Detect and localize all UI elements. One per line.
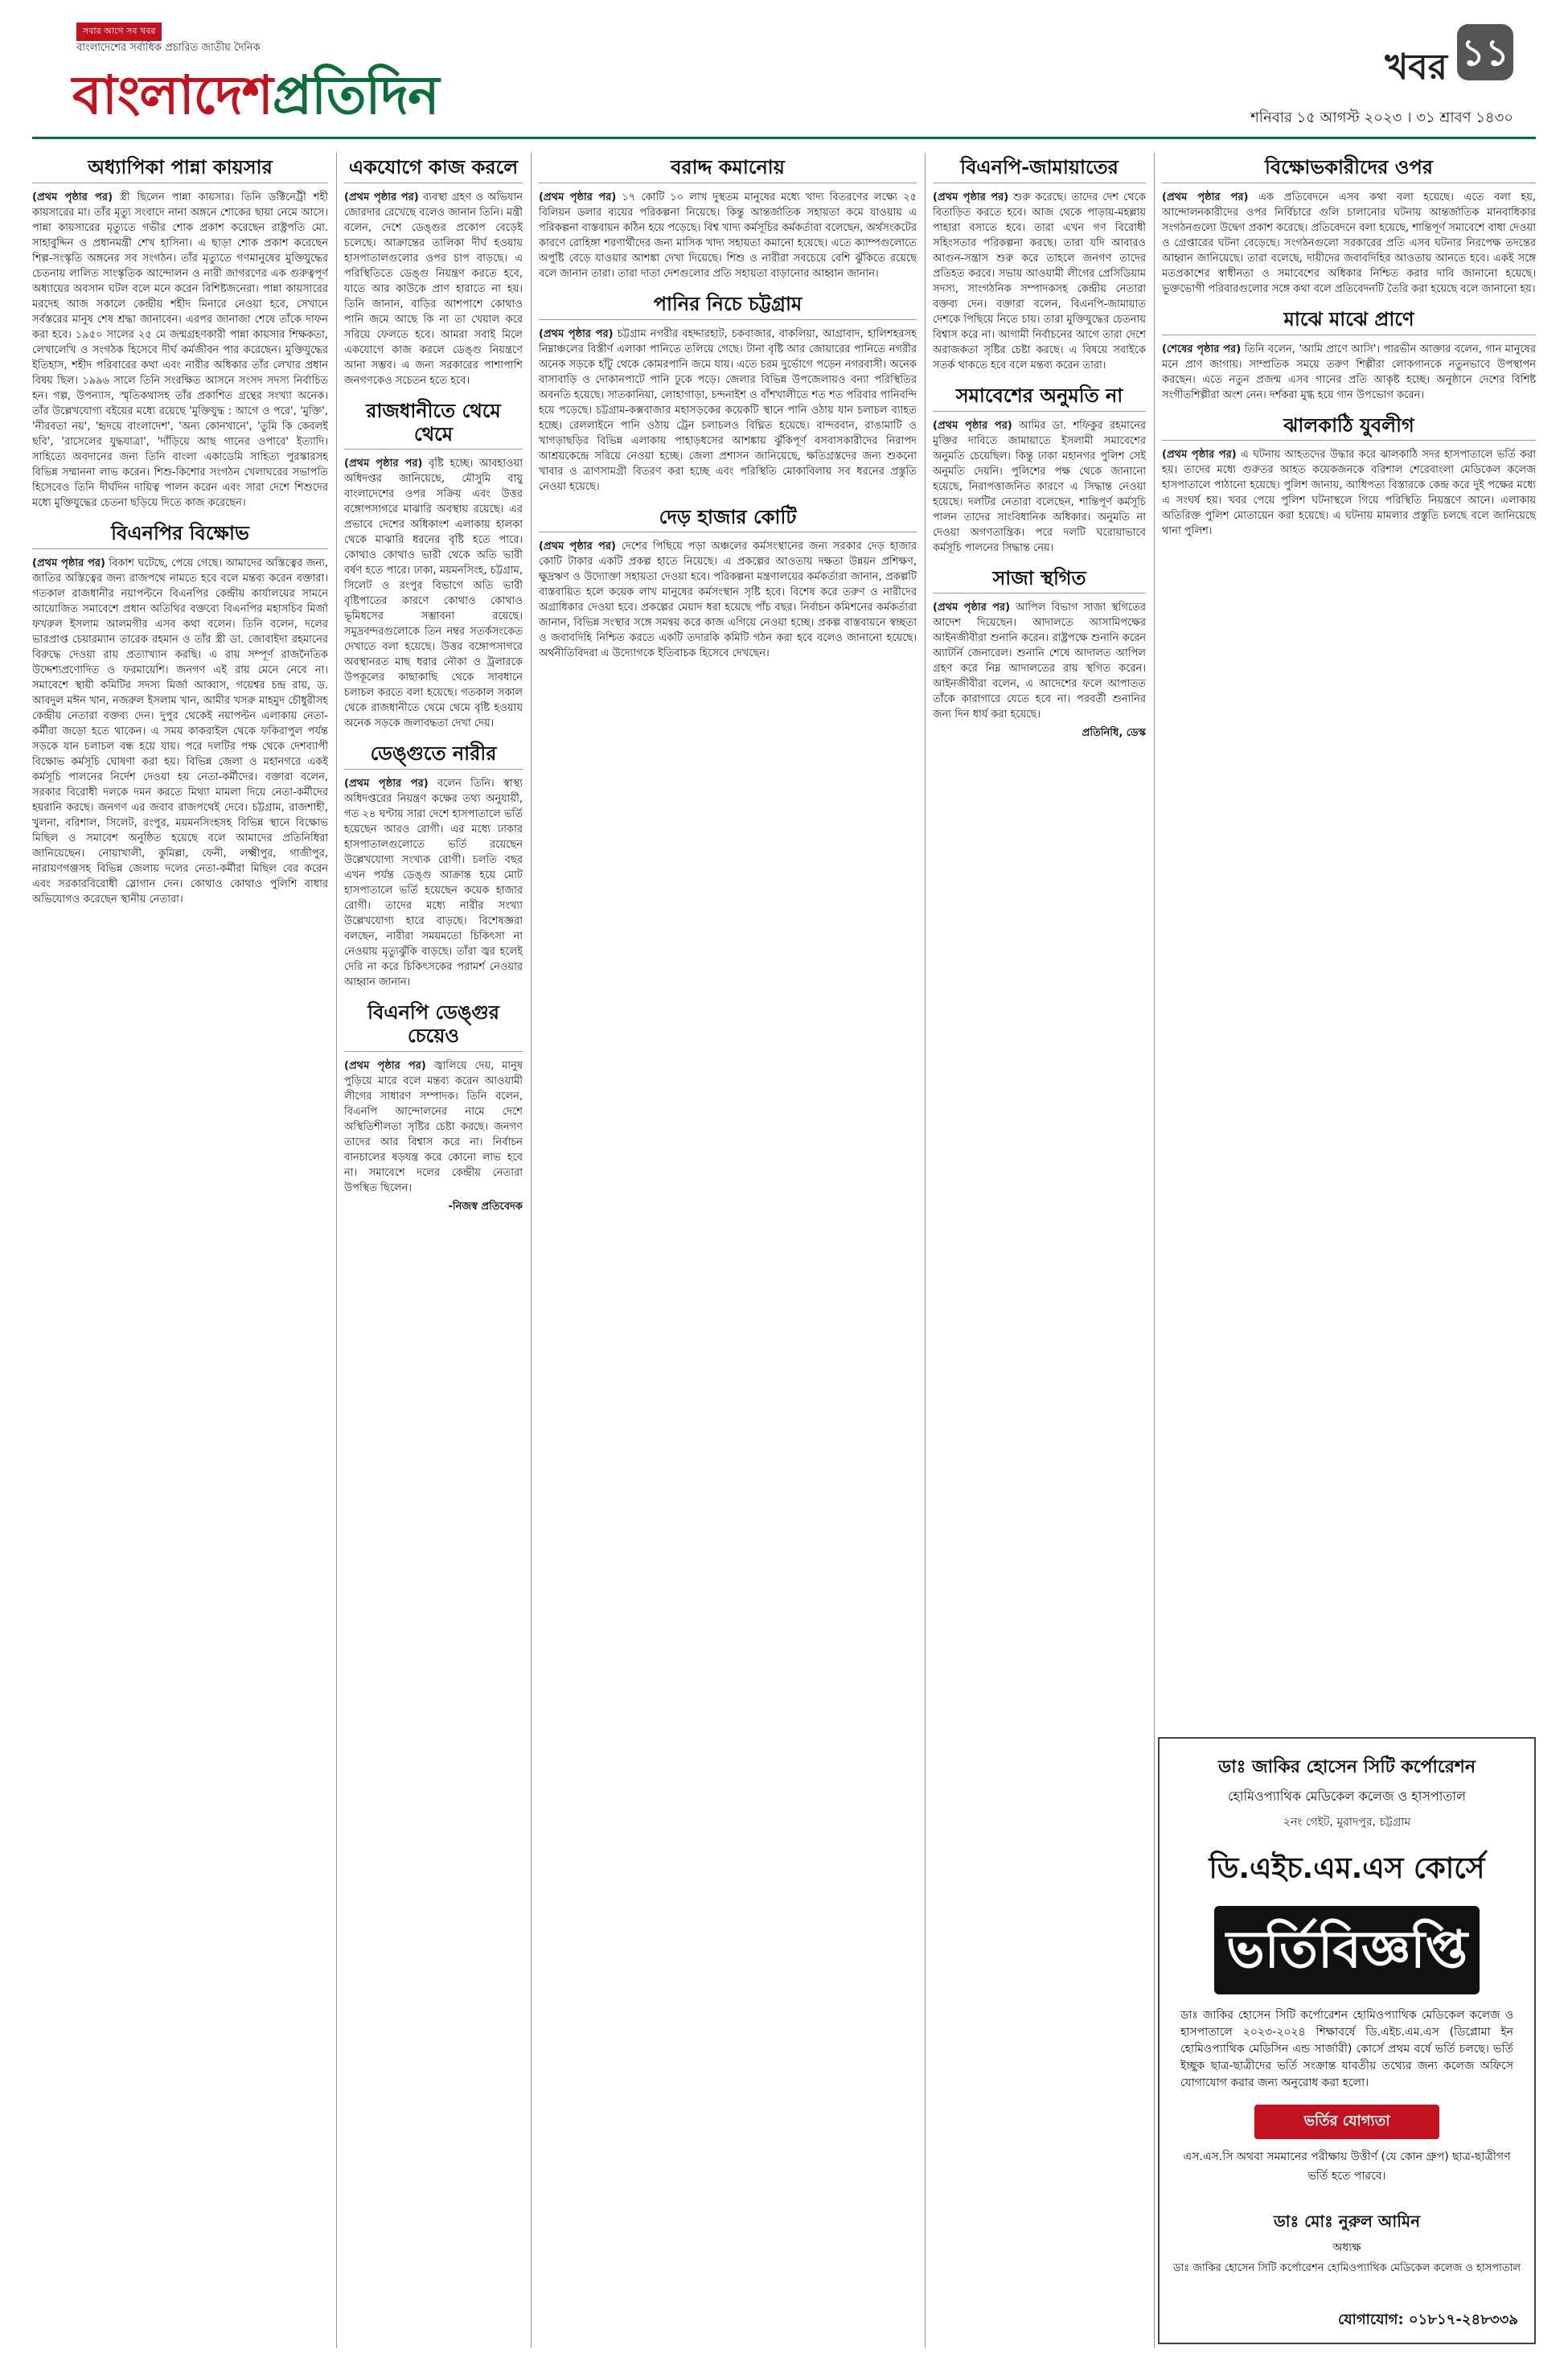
continuation-label: (প্রথম পৃষ্ঠার পর)	[539, 327, 614, 340]
article-text: ১৭ কোটি ১০ লাখ দুস্থতম মানুষের মধ্যে খাদ্য বিতরণের লক্ষ্যে ২৫ বিলিয়ন ডলার ব্যয়ের পরিকল্পনা নিয়েছে। কিন্তু আন্তর্জাতিক সহায়তা কমে যাওয়ায় এ পরিকল্পনা বাস্তবায়ন কঠিন হয়ে পড়েছে। বিশ্ব খাদ্য কর্মসূচির কর্মকর্তারা বলেছেন, অর্থসংকটের কারণে রোহিঙ্গা শরণার্থীদের জন্য মাসিক খাদ্য সহায়তা কমানো হয়েছে। এতে ক্যাম্পগুলোতে অপুষ্টি বেড়ে যাওয়ার আশঙ্কা দেখা দিয়েছে। শিশু ও নারীরা সবচেয়ে বেশি ঝুঁকিতে রয়েছে বলে জানান তারা। তারা দাতা দেশগুলোর প্রতি সহায়তা বাড়ানোর আহ্বান জানান।	[539, 191, 917, 280]
article-text: তিনি বলেন, 'আমি প্রাণে আসি'। পারভীন আক্তার বলেন, গান মানুষের মনে প্রাণ জাগায়। সাম্প্রতিক সময়ে তরুণ শিল্পীরা লোকগানকে নতুনভাবে উপস্থাপন করছেন। এতে নতুন প্রজন্ম এসব গানের প্রতি আকৃষ্ট হচ্ছে। অনুষ্ঠানে দেশের বিশিষ্ট সংগীতশিল্পীরা অংশ নেন। দর্শকরা মুগ্ধ হয়ে গান উপভোগ করেন।	[1162, 343, 1536, 401]
article-headline[interactable]: একযোগে কাজ করলে	[344, 156, 523, 183]
column-5	[1162, 153, 1536, 1721]
article-body	[32, 190, 328, 511]
article-jhalakathi	[1162, 414, 1536, 540]
article-headline[interactable]: সাজা স্থগিত	[933, 567, 1146, 594]
ad-subtitle: হোমিওপ্যাথিক মেডিকেল কলেজ ও হাসপাতাল	[1228, 1789, 1466, 1804]
article-1500-crore	[539, 506, 917, 662]
article-bnp-jamaat	[933, 156, 1146, 373]
article-dengue-women	[344, 742, 523, 990]
continuation-label: (শেষের পৃষ্ঠার পর)	[1162, 343, 1242, 355]
column-2	[344, 153, 523, 2348]
newspaper-logo[interactable]	[72, 55, 438, 143]
continuation-label: (প্রথম পৃষ্ঠার পর)	[344, 778, 429, 791]
column-divider	[336, 153, 337, 2348]
article-headline[interactable]: বিএনপি-জামায়াতের	[933, 156, 1146, 183]
byline: -নিজস্ব প্রতিবেদক	[448, 1200, 523, 1213]
logo-part-1: বাংলাদেশ	[72, 64, 273, 126]
article-headline[interactable]: দেড় হাজার কোটি	[539, 506, 917, 533]
masthead	[32, 16, 1536, 137]
article-headline[interactable]: বরাদ্দ কমানোয়	[539, 156, 917, 183]
column-divider	[1154, 153, 1155, 2348]
article-headline[interactable]: মাঝে মাঝে প্রাণে	[1162, 308, 1536, 335]
ad-body: ডাঃ জাকির হোসেন সিটি কর্পোরেশন হোমিওপ্যাথিক মেডিকেল কলেজ ও হাসপাতালে ২০২৩-২০২৪ শিক্ষাবর্ষে ডি.এইচ.এম.এস (ডিপ্লোমা ইন হোমিওপ্যাথিক মেডিসিন এন্ড সার্জারী) কোর্সে প্রথম বর্ষে ভর্তি চলছে। ভর্তি ইচ্ছুক ছাত্র-ছাত্রীদের ভর্তি সংক্রান্ত যাবতীয় তথ্যের জন্য কলেজ অফিসে যোগাযোগ করার জন্য অনুরোধ করা হলো।	[1180, 2009, 1513, 2089]
continuation-label: (প্রথম পৃষ্ঠার পর)	[539, 191, 617, 203]
article-text: বলেন তিনি। স্বাস্থ্য অধিদপ্তরের নিয়ন্ত্রণ কক্ষের তথ্য অনুযায়ী, গত ২৪ ঘণ্টায় সারা দেশে হাসপাতালে ভর্তি হয়েছেন আরও রোগী। এর মধ্যে ঢাকার হাসপাতালগুলোতে ভর্তি রয়েছেন উল্লেখযোগ্য সংখ্যক রোগী। চলতি বছর এখন পর্যন্ত ডেঙ্গু আক্রান্ত হয়ে মোট হাসপাতালে ভর্তি হয়েছেন কয়েক হাজার রোগী। তাদের মধ্যে নারীর সংখ্যা উল্লেখযোগ্য হারে বাড়ছে। বিশেষজ্ঞরা বলছেন, নারীরা সময়মতো চিকিৎসা না নেওয়ায় মৃত্যুঝুঁকি বাড়ছে। তাঁরা জ্বর হলেই দেরি না করে চিকিৎসকের পরামর্শ নেওয়ার আহ্বান জানান।	[344, 778, 523, 989]
ad-contact[interactable]: যোগাযোগ: ০১৮১৭-২৪৮৩৩৯	[1337, 2311, 1518, 2328]
continuation-label: (প্রথম পৃষ্ঠার পর)	[539, 540, 616, 553]
article-text: দেশের পিছিয়ে পড়া অঞ্চলের কর্মসংস্থানের জন্য সরকার দেড় হাজার কোটি টাকার একটি প্রকল্প হাতে নিয়েছে। এ প্রকল্পের আওতায় দক্ষতা উন্নয়ন প্রশিক্ষণ, ক্ষুদ্রঋণ ও উদ্যোক্তা সহায়তা দেওয়া হবে। পরিকল্পনা মন্ত্রণালয়ের কর্মকর্তারা জানান, প্রকল্পটি বাস্তবায়িত হলে কয়েক লাখ মানুষের কর্মসংস্থান সৃষ্টি হবে। বিশেষ করে তরুণ ও নারীদের অগ্রাধিকার দেওয়া হবে। প্রকল্পের মেয়াদ ধরা হয়েছে পাঁচ বছর। নির্বাচন কমিশনের কর্মকর্তারা জানান, বিভিন্ন সংস্থার সঙ্গে সমন্বয় করে কাজ এগিয়ে নেওয়া হচ্ছে। প্রকল্প বাস্তবায়নে স্বচ্ছতা ও জবাবদিহি নিশ্চিত করতে একটি তদারকি কমিটি গঠন করা হবে বলেও জানানো হয়েছে। অর্থনীতিবিদরা এ উদ্যোগকে ইতিবাচক হিসেবে দেখছেন।	[539, 540, 917, 660]
continuation-label: (প্রথম পৃষ্ঠার পর)	[344, 191, 419, 203]
article-body	[32, 556, 328, 907]
article-body	[933, 600, 1146, 722]
article-music	[1162, 308, 1536, 403]
article-body	[539, 539, 917, 661]
continuation-label: (প্রথম পৃষ্ঠার পর)	[32, 191, 113, 203]
article-panna-kaysar	[32, 156, 328, 511]
article-text: ব্যবস্থা গ্রহণ ও অভিযান জোরদার রেখেছে বলেও জানান তিনি। মন্ত্রী বলেন, দেশে ডেঙ্গুর প্রকোপ বেড়েই চলেছে। আক্রান্তের তালিকা দীর্ঘ হওয়ায় হাসপাতালগুলোর ওপর চাপ বাড়ছে। এ পরিস্থিতিতে ডেঙ্গু নিয়ন্ত্রণ করতে হবে, যাতে আর কাউকে প্রাণ হারাতে না হয়। তিনি জানান, বাড়ির আশপাশে কোথাও পানি জমে আছে কি না তা খেয়াল করে সরিয়ে ফেলতে হবে। আমরা সবাই মিলে একযোগে কাজ করলে ডেঙ্গু নিয়ন্ত্রণে আনা সম্ভব। এ জন্য সরকারের পাশাপাশি জনগণকেও সচেতন হতে হবে।	[344, 191, 523, 387]
ad-course: ডি.এইচ.এম.এস কোর্সে	[1209, 1852, 1485, 1885]
ad-college-footer: ডাঃ জাকির হোসেন সিটি কর্পোরেশন হোমিওপ্যাথিক মেডিকেল কলেজ ও হাসপাতাল	[1172, 2262, 1521, 2274]
article-body	[344, 456, 523, 731]
article-headline[interactable]: সমাবেশের অনুমতি না	[933, 384, 1146, 412]
page-number: ১১	[1457, 24, 1513, 80]
article-body	[344, 190, 523, 388]
column-4	[933, 153, 1146, 2348]
ad-college-name: ডাঃ জাকির হোসেন সিটি কর্পোরেশন	[1218, 1757, 1476, 1777]
article-headline[interactable]: অধ্যাপিকা পান্না কায়সার	[32, 156, 328, 183]
article-body	[539, 190, 917, 281]
article-text: আপিল বিভাগ সাজা স্থগিতের আদেশ দিয়েছেন। আদালতে আসামিপক্ষের আইনজীবীরা শুনানি করেন। রাষ্ট্রপক্ষে শুনানি করেন অ্যাটর্নি জেনারেল। শুনানি শেষে আদালত আপিল গ্রহণ করে নিম্ন আদালতের রায় স্থগিত করেন। আইনজীবীরা বলেন, এ আদেশের ফলে আপাতত তাঁকে কারাগারে যেতে হবে না। পরবর্তী শুনানির জন্য দিন ধার্য করা হয়েছে।	[933, 602, 1146, 721]
article-body	[1162, 342, 1536, 403]
continuation-label: (প্রথম পৃষ্ঠার পর)	[32, 557, 105, 569]
continuation-label: (প্রথম পৃষ্ঠার পর)	[1162, 191, 1249, 203]
article-text: এক প্রতিবেদনে এসব কথা বলা হয়েছে। এতে বলা হয়, আন্দোলনকারীদের ওপর নির্বিচারে গুলি চালানোর ঘটনায় আন্তর্জাতিক মানবাধিকার সংগঠনগুলো উদ্বেগ প্রকাশ করেছে। প্রতিবেদনে বলা হয়েছে, শান্তিপূর্ণ সমাবেশে বাধা দেওয়া ও গ্রেপ্তারের ঘটনা বেড়েছে। সংগঠনগুলো সরকারের প্রতি এসব ঘটনার নিরপেক্ষ তদন্তের আহ্বান জানিয়েছে। তারা বলেছে, দায়ীদের জবাবদিহির আওতায় আনতে হবে। একই সঙ্গে মতপ্রকাশের স্বাধীনতা ও সমাবেশের অধিকার নিশ্চিত করার দাবি জানানো হয়েছে। ভুক্তভোগী পরিবারগুলোর সঙ্গে কথা বলে প্রতিবেদনটি তৈরি করা হয়েছে বলে জানানো হয়।	[1162, 191, 1536, 295]
article-text: বিকাশ ঘটেছে, পেয়ে গেছে। আমাদের অস্তিত্বের জন্য, জাতির অস্তিত্বের জন্য রাজপথে নামতে হবে বলে মন্তব্য করেন বক্তারা। গতকাল রাজধানীর নয়াপল্টনে বিএনপির কেন্দ্রীয় কার্যালয়ের সামনে আয়োজিত সমাবেশে প্রধান অতিথির বক্তব্যে বিএনপির মহাসচিব মির্জা ফখরুল ইসলাম আলমগীর এসব কথা বলেন। তিনি বলেন, দলের ভারপ্রাপ্ত চেয়ারম্যান তারেক রহমান ও তাঁর স্ত্রী ডা. জোবাইদা রহমানের বিরুদ্ধে দেওয়া রায় প্রত্যাখ্যান করছি। এ রায় সম্পূর্ণ রাজনৈতিক উদ্দেশ্যপ্রণোদিত ও ফরমায়েশি। জনগণ এই রায় মেনে নেবে না। সমাবেশে স্থায়ী কমিটির সদস্য মির্জা আব্বাস, গয়েশ্বর চন্দ্র রায়, ড. আবদুল মঈন খান, নজরুল ইসলাম খান, আমীর খসরু মাহমুদ চৌধুরীসহ কেন্দ্রীয় নেতারা বক্তব্য দেন। দুপুর থেকেই নয়াপল্টন এলাকায় নেতা-কর্মীরা জড়ো হতে থাকেন। এ সময় কাকরাইল থেকে ফকিরাপুল পর্যন্ত সড়কে যান চলাচল বন্ধ হয়ে যায়। পরে দলটির পক্ষ থেকে দেশব্যাপী বিক্ষোভ কর্মসূচি ঘোষণা করা হয়। বিভিন্ন জেলা ও মহানগরে একই কর্মসূচি পালনের নির্দেশ দেওয়া হয় নেতা-কর্মীদের। বক্তারা বলেন, সরকার বিরোধী দলকে দমন করতে মিথ্যা মামলা দিয়ে নেতা-কর্মীদের হয়রানি করছে। জনগণ এর জবাব রাজপথেই দেবে। চট্টগ্রাম, রাজশাহী, খুলনা, বরিশাল, সিলেট, রংপুর, ময়মনসিংহসহ বিভিন্ন স্থানে বিক্ষোভ মিছিল ও সমাবেশ অনুষ্ঠিত হয়েছে বলে আমাদের প্রতিনিধিরা জানিয়েছেন। নোয়াখালী, কুমিল্লা, ফেনী, লক্ষ্মীপুর, গাজীপুর, নারায়ণগঞ্জসহ বিভিন্ন জেলায় দলের নেতা-কর্মীরা মিছিল বের করেন এবং সরকারবিরোধী স্লোগান দেন। কোথাও কোথাও পুলিশি বাধার অভিযোগও করেছেন স্থানীয় নেতারা।	[32, 557, 328, 906]
article-headline[interactable]: বিএনপির বিক্ষোভ	[32, 522, 328, 549]
continuation-label: (প্রথম পৃষ্ঠার পর)	[933, 602, 1011, 614]
ad-signatory: ডাঃ মোঃ নুরুল আমিন	[1273, 2212, 1421, 2231]
article-bnp-dengue	[344, 1001, 523, 1214]
logo-badge: সবার আগে সব খবর	[76, 23, 162, 41]
tagline: বাংলাদেশের সর্বাধিক প্রচারিত জাতীয় দৈনিক	[76, 42, 261, 54]
article-chattogram-flood	[539, 293, 917, 495]
article-body	[539, 327, 917, 495]
article-body	[1162, 190, 1536, 297]
continuation-label: (প্রথম পৃষ্ঠার পর)	[933, 419, 1012, 432]
article-budget-cut	[539, 156, 917, 281]
article-sentence-stayed	[933, 567, 1146, 741]
article-text: স্ত্রী ছিলেন পান্না কায়সার। তিনি ডক্টিনেট্রী শহী কায়সারের মা। তাঁর মৃত্যু সংবাদে নানা অঙ্গনে শোকের ছায়া নেমে আসে। পান্না কায়সারের মৃত্যুতে গভীর শোক প্রকাশ করেছেন রাষ্ট্রপতি মো. সাহাবুদ্দিন ও প্রধানমন্ত্রী শেখ হাসিনা। এ ছাড়া শোক প্রকাশ করেছেন শিল্প-সংস্কৃতি অঙ্গনের সব সংগঠন। তাঁর মৃত্যুতে গণমানুষের মুক্তিযুদ্ধের চেতনায় লালিত সাংস্কৃতিক আন্দোলন ও নারী জাগরণের এক গুরুত্বপূর্ণ অধ্যায়ের অবসান ঘটল বলে মনে করেন বিশিষ্টজনেরা। পান্না কায়সারের মরদেহ আজ সকালে কেন্দ্রীয় শহীদ মিনারে নেওয়া হবে, সেখানে সর্বস্তরের মানুষ শেষ শ্রদ্ধা জানাবেন। এরপর জানাজা শেষে তাঁকে দাফন করা হবে। ১৯৫০ সালের ২৫ মে জন্মগ্রহণকারী পান্না কায়সার শিক্ষকতা, লেখালেখি ও সংগঠক হিসেবে দীর্ঘ কর্মজীবন পার করেছেন। মুক্তিযুদ্ধের ইতিহাস, শহীদ পরিবারের কথা এবং নারীর অধিকার তাঁর লেখার প্রধান বিষয় ছিল। ১৯৯৬ সালে তিনি সংরক্ষিত আসনে সংসদ সদস্য নির্বাচিত হন। গল্প, উপন্যাস, স্মৃতিকথাসহ তাঁর প্রকাশিত গ্রন্থের সংখ্যা অনেক। তাঁর উল্লেখযোগ্য বইয়ের মধ্যে রয়েছে 'মুক্তিযুদ্ধ : আগে ও পরে', 'মুক্তি', 'নীরবতা নয়', 'হৃদয়ে বাংলাদেশ', 'অন্য কোনখানে', 'তুমি কি কেবলই ছবি', 'রাসেলের যুদ্ধযাত্রা', 'দাঁড়িয়ে আছ গানের ওপারে' ইত্যাদি। সাহিত্যে অবদানের জন্য তিনি বাংলা একাডেমি সাহিত্য পুরস্কারসহ বিভিন্ন সম্মাননা লাভ করেন। শিশু-কিশোর সংগঠন খেলাঘরের সভাপতি হিসেবেও তিনি দীর্ঘদিন দায়িত্ব পালন করেন এবং সারা দেশে শিশুদের মধ্যে মুক্তিযুদ্ধের চেতনা ছড়িয়ে দিতে কাজ করেছেন।	[32, 191, 328, 509]
article-rally-permission	[933, 384, 1146, 556]
article-headline[interactable]: বিক্ষোভকারীদের ওপর	[1162, 156, 1536, 183]
continuation-label: (প্রথম পৃষ্ঠার পর)	[933, 191, 1009, 203]
ad-signatory-role: অধ্যক্ষ	[1332, 2241, 1361, 2254]
article-text: চট্টগ্রাম নগরীর বহদ্দারহাট, চকবাজার, বাকলিয়া, আগ্রাবাদ, হালিশহরসহ নিম্নাঞ্চলের বিস্তীর্ণ এলাকা পানিতে তলিয়ে গেছে। টানা বৃষ্টি আর জোয়ারের পানিতে নগরীর অনেক সড়কে হাঁটু থেকে কোমরপানি জমে যায়। এতে চরম দুর্ভোগে পড়েন নগরবাসী। অনেক বাসাবাড়ি ও দোকানপাটে পানি ঢুকে পড়ে। জেলার বিভিন্ন উপজেলায়ও বন্যা পরিস্থিতির অবনতি হয়েছে। সাতকানিয়া, লোহাগাড়া, চন্দনাইশ ও বাঁশখালীতে শত শত পরিবার পানিবন্দি হয়ে পড়েছে। চট্টগ্রাম-কক্সবাজার মহাসড়কের কয়েকটি স্থানে পানি ওঠায় যান চলাচল ব্যাহত হচ্ছে। রেললাইনে পানি ওঠায় ট্রেন চলাচলও বিঘ্নিত হয়েছে। বান্দরবান, রাঙামাটি ও খাগড়াছড়ির বিভিন্ন এলাকায় পাহাড়ধসের আশঙ্কায় ঝুঁকিপূর্ণ বসবাসকারীদের নিরাপদ আশ্রয়কেন্দ্রে সরিয়ে নেওয়া হচ্ছে। জেলা প্রশাসন জানিয়েছে, ক্ষতিগ্রস্তদের জন্য শুকনো খাবার ও ত্রাণসামগ্রী বিতরণ করা হচ্ছে এবং পরিস্থিতি মোকাবিলায় সব ধরনের প্রস্তুতি নেওয়া হয়েছে।	[539, 327, 917, 493]
article-text: শুরু করেছে। তাদের দেশ থেকে বিতাড়িত করতে হবে। আজ থেকে পাড়ায়-মহল্লায় পাহারা বসাতে হবে। তারা এখন গণ বিরোধী সহিংসতার পরিকল্পনা করছে। তারা যদি আবারও আগুন-সন্ত্রাস শুরু করে তাহলে জনগণ তাদের প্রতিহত করবে। সভায় আওয়ামী লীগের প্রেসিডিয়াম সদস্য, সাংগঠনিক সম্পাদকসহ কেন্দ্রীয় নেতারা বক্তব্য দেন। বক্তারা বলেন, বিএনপি-জামায়াত দেশকে পিছিয়ে নিতে চায়। তারা মুক্তিযুদ্ধের চেতনায় বিশ্বাস করে না। আগামী নির্বাচনের আগে তারা দেশে অরাজকতা সৃষ্টির চেষ্টা করছে। এ বিষয়ে সবাইকে সতর্ক থাকতে হবে বলে মন্তব্য করেন তারা।	[933, 191, 1146, 372]
article-body	[344, 776, 523, 990]
article-body	[1162, 447, 1536, 539]
article-body	[933, 190, 1146, 373]
article-joint-effort	[344, 156, 523, 388]
admission-advertisement	[1158, 1737, 1536, 2344]
byline: প্রতিনিধি, ডেস্ক	[1082, 727, 1146, 740]
header-rule	[32, 137, 1536, 139]
article-protesters	[1162, 156, 1536, 297]
column-1	[32, 153, 328, 2348]
column-3	[539, 153, 917, 2348]
article-capital-rain	[344, 400, 523, 732]
dateline: শনিবার ১৫ আগস্ট ২০২৩ । ৩১ শ্রাবণ ১৪৩০	[1250, 109, 1513, 126]
ad-address: ২নং গেইট, মুরাদপুর, চট্টগ্রাম	[1283, 1816, 1411, 1829]
logo-part-2: প্রতিদিন	[272, 64, 439, 126]
article-body	[933, 418, 1146, 556]
article-text: বৃষ্টি হচ্ছে। আবহাওয়া অধিদপ্তর জানিয়েছে, মৌসুমি বায়ু বাংলাদেশের ওপর সক্রিয় এবং উত্তর বঙ্গোপসাগরে মাঝারি অবস্থায় রয়েছে। এর প্রভাবে দেশের অধিকাংশ এলাকায় হালকা থেকে মাঝারি ধরনের বৃষ্টি হতে পারে। কোথাও কোথাও ভারী থেকে অতি ভারী বর্ষণ হতে পারে। ঢাকা, ময়মনসিংহ, চট্টগ্রাম, সিলেট ও রংপুর বিভাগে অতি ভারী বৃষ্টিপাতের কারণে কোথাও কোথাও ভূমিধসের সম্ভাবনা রয়েছে। সমুদ্রবন্দরগুলোকে তিন নম্বর সতর্কসংকেত দেখাতে বলা হয়েছে। উত্তর বঙ্গোপসাগরে অবস্থানরত মাছ ধরার নৌকা ও ট্রলারকে উপকূলের কাছাকাছি থেকে সাবধানে চলাচল করতে বলা হয়েছে। গতকাল সকাল থেকে রাজধানীতে থেমে থেমে বৃষ্টি হওয়ায় অনেক সড়কে জলাবদ্ধতা দেখা দেয়।	[344, 458, 523, 730]
article-headline[interactable]: ডেঙ্গুতে নারীর	[344, 742, 523, 770]
article-headline[interactable]: পানির নিচে চট্টগ্রাম	[539, 293, 917, 320]
article-headline[interactable]: বিএনপি ডেঙ্গুর চেয়েও	[344, 1001, 523, 1052]
article-headline[interactable]: ঝালকাঠি যুবলীগ	[1162, 414, 1536, 442]
article-bnp-protest	[32, 522, 328, 907]
continuation-label: (প্রথম পৃষ্ঠার পর)	[1162, 449, 1237, 462]
article-text: আমির ডা. শফিকুর রহমানের মুক্তির দাবিতে জামায়াতে ইসলামী সমাবেশের অনুমতি চেয়েছিল। কিন্তু ঢাকা মহানগর পুলিশ সেই অনুমতি দেয়নি। পুলিশের পক্ষ থেকে জানানো হয়েছে, নিরাপত্তাজনিত কারণে এ সিদ্ধান্ত নেওয়া হয়েছে। দলটির নেতারা বলেছেন, শান্তিপূর্ণ কর্মসূচি পালন তাদের সাংবিধানিক অধিকার। অনুমতি না দেওয়া অগণতান্ত্রিক। পরে দলটি ঘরোয়াভাবে কর্মসূচি পালনের সিদ্ধান্ত নেয়।	[933, 419, 1146, 554]
continuation-label: (প্রথম পৃষ্ঠার পর)	[344, 458, 423, 470]
ad-eligibility-text: এস.এস.সি অথবা সমমানের পরীক্ষায় উত্তীর্ণ (যে কোন গ্রুপ) ছাত্র-ছাত্রীগণ ভর্তি হতে পারবে।	[1183, 2150, 1511, 2183]
ad-eligibility-label: ভর্তির যোগ্যতা	[1254, 2105, 1439, 2139]
article-text: এ ঘটনায় আহতদের উদ্ধার করে ঝালকাঠি সদর হাসপাতালে ভর্তি করা হয়। তাদের মধ্যে গুরুতর আহত কয়েকজনকে বরিশাল শেরেবাংলা মেডিকেল কলেজ হাসপাতালে পাঠানো হয়েছে। পুলিশ জানায়, আধিপত্য বিস্তারকে কেন্দ্র করে দুই পক্ষের মধ্যে এ সংঘর্ষ হয়। খবর পেয়ে পুলিশ ঘটনাস্থলে গিয়ে পরিস্থিতি নিয়ন্ত্রণে আনে। এলাকায় অতিরিক্ত পুলিশ মোতায়েন করা হয়েছে। এ ঘটনায় মামলার প্রস্তুতি চলছে বলে জানিয়েছে থানা পুলিশ।	[1162, 449, 1536, 538]
column-divider	[531, 153, 532, 2348]
article-body	[344, 1058, 523, 1196]
ad-admission-banner: ভর্তিবিজ্ঞপ্তি	[1214, 1906, 1480, 1994]
column-divider	[925, 153, 926, 2348]
section-label: খবর	[1385, 47, 1447, 88]
article-text: জ্বালিয়ে দেয়, মানুষ পুড়িয়ে মারে বলে মন্তব্য করেন আওয়ামী লীগের সাধারণ সম্পাদক। তিনি বলেন, বিএনপি আন্দোলনের নামে দেশে অস্থিতিশীলতা সৃষ্টির চেষ্টা করছে। জনগণ তাদের আর বিশ্বাস করে না। নির্বাচন বানচালের ষড়যন্ত্র করে কোনো লাভ হবে না। সমাবেশে দলের কেন্দ্রীয় নেতারা উপস্থিত ছিলেন।	[344, 1059, 523, 1194]
article-headline[interactable]: রাজধানীতে থেমে থেমে	[344, 400, 523, 450]
continuation-label: (প্রথম পৃষ্ঠার পর)	[344, 1059, 426, 1072]
